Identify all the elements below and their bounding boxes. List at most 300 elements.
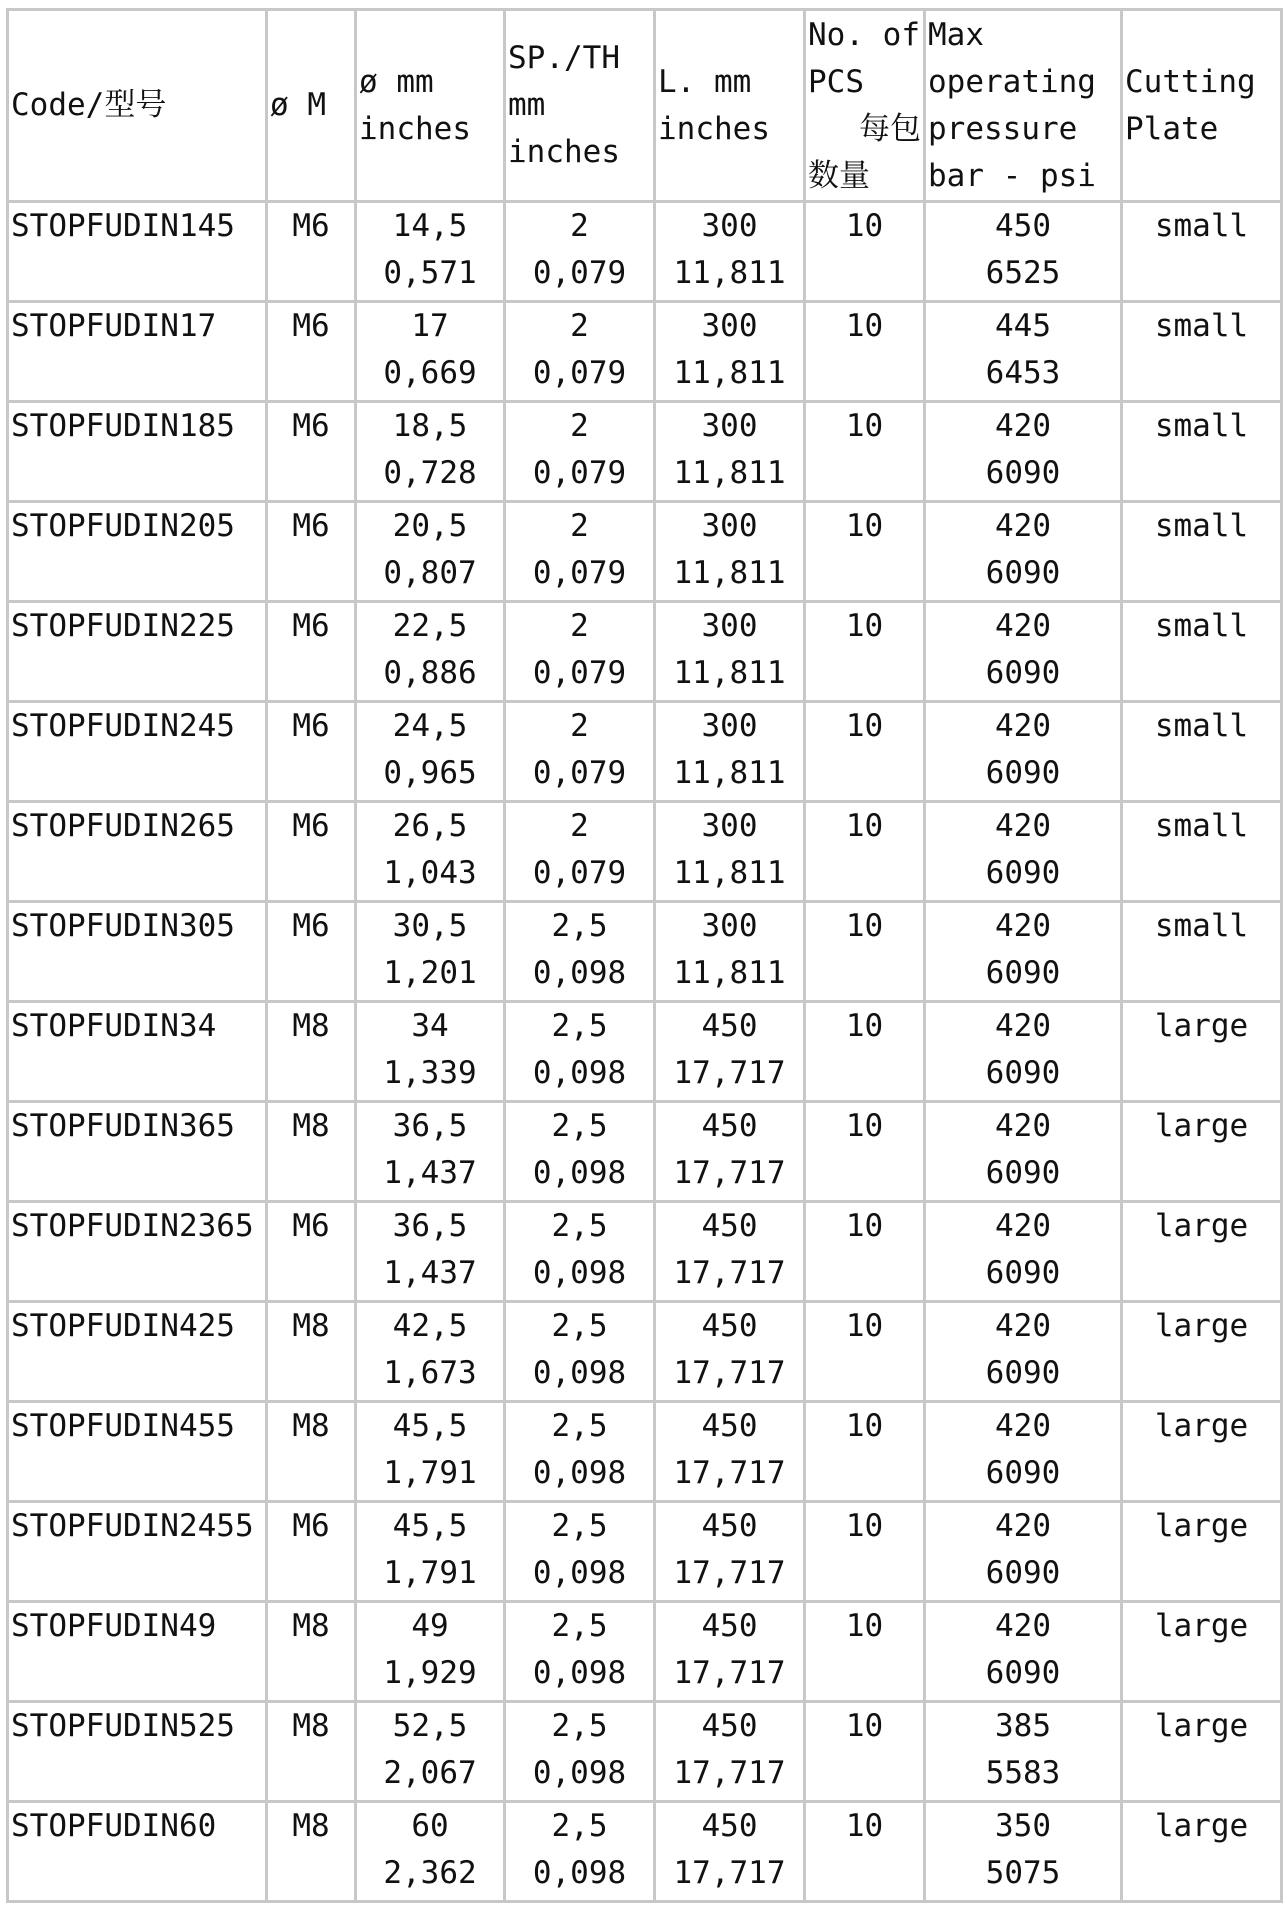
cell-pressure xyxy=(925,1302,1122,1402)
cell-length xyxy=(655,1102,805,1202)
cell-length-len-mm: 300 xyxy=(701,308,758,344)
cell-thickness-th-mm: 2 xyxy=(570,408,589,444)
table-row xyxy=(8,1802,1282,1902)
table-row xyxy=(8,1302,1282,1402)
cell-thickness xyxy=(505,302,655,402)
cell-code-code: STOPFUDIN2365 xyxy=(11,1208,254,1244)
cell-diameter-dia-in: 1,437 xyxy=(383,1155,477,1191)
cell-pcs-pcs: 10 xyxy=(845,1208,884,1244)
cell-diameter-dia-in: 0,571 xyxy=(383,255,477,291)
cell-thread xyxy=(267,1202,356,1302)
cell-code xyxy=(8,1502,267,1602)
cell-thickness xyxy=(505,1102,655,1202)
cell-plate xyxy=(1122,1702,1282,1802)
header-thread: ø M xyxy=(267,10,356,202)
cell-diameter-dia-mm: 45,5 xyxy=(392,1508,468,1544)
header-thickness-2: mm xyxy=(508,87,546,123)
cell-thickness xyxy=(505,502,655,602)
cell-thread-thread: M8 xyxy=(292,1808,330,1844)
cell-thickness-th-in: 0,098 xyxy=(532,1155,627,1191)
cell-thread xyxy=(267,502,356,602)
cell-pcs xyxy=(805,602,925,702)
cell-thread xyxy=(267,1802,356,1902)
cell-diameter-dia-in: 0,965 xyxy=(383,755,477,791)
cell-diameter xyxy=(356,902,505,1002)
cell-length xyxy=(655,1402,805,1502)
cell-thickness-th-in: 0,098 xyxy=(532,955,627,991)
cell-thickness xyxy=(505,1002,655,1102)
cell-pressure xyxy=(925,902,1122,1002)
cell-diameter-dia-in: 2,362 xyxy=(383,1855,477,1891)
cell-code-code: STOPFUDIN17 xyxy=(11,308,217,344)
cell-diameter-dia-in: 2,067 xyxy=(383,1755,477,1791)
cell-thickness-th-mm: 2 xyxy=(570,308,589,344)
cell-pcs xyxy=(805,302,925,402)
table-row xyxy=(8,1602,1282,1702)
cell-length-len-mm: 300 xyxy=(701,508,758,544)
cell-code xyxy=(8,802,267,902)
header-pcs-1: No. of xyxy=(808,16,920,53)
cell-plate-plate: large xyxy=(1154,1708,1249,1744)
cell-pcs xyxy=(805,1302,925,1402)
cell-pressure-bar: 420 xyxy=(995,608,1051,644)
cell-diameter-dia-in: 1,201 xyxy=(383,955,477,991)
cell-length xyxy=(655,302,805,402)
cell-length-len-mm: 450 xyxy=(701,1508,758,1544)
cell-code-code: STOPFUDIN49 xyxy=(11,1608,217,1644)
cell-thread-thread: M6 xyxy=(292,708,330,744)
cell-plate-plate: small xyxy=(1154,208,1249,244)
cell-thread xyxy=(267,1102,356,1202)
cell-thickness-th-in: 0,098 xyxy=(532,1755,627,1791)
cell-diameter-dia-mm: 60 xyxy=(411,1808,449,1844)
cell-thread xyxy=(267,1002,356,1102)
table-row xyxy=(8,1102,1282,1202)
cell-code xyxy=(8,1402,267,1502)
cell-thread-thread: M8 xyxy=(292,1008,330,1044)
cell-length-len-mm: 300 xyxy=(701,608,758,644)
cell-diameter-dia-mm: 45,5 xyxy=(392,1408,468,1444)
cell-pressure-bar: 420 xyxy=(995,808,1051,844)
cell-code xyxy=(8,1002,267,1102)
cell-pressure xyxy=(925,502,1122,602)
cell-pressure xyxy=(925,1802,1122,1902)
cell-pressure xyxy=(925,1502,1122,1602)
cell-pcs-pcs: 10 xyxy=(845,1808,884,1844)
cell-thread-thread: M6 xyxy=(292,408,330,444)
cell-thickness-th-mm: 2 xyxy=(570,508,589,544)
cell-diameter xyxy=(356,202,505,302)
cell-code-code: STOPFUDIN365 xyxy=(11,1108,235,1144)
cell-thickness xyxy=(505,702,655,802)
cell-thickness-th-mm: 2,5 xyxy=(551,1308,608,1344)
cell-thread xyxy=(267,902,356,1002)
cell-plate xyxy=(1122,202,1282,302)
cell-thickness-th-in: 0,098 xyxy=(532,1455,627,1491)
cell-diameter-dia-mm: 17 xyxy=(411,308,449,344)
cell-pressure xyxy=(925,1102,1122,1202)
cell-pcs-pcs: 10 xyxy=(845,708,884,744)
cell-pcs xyxy=(805,1102,925,1202)
spec-table xyxy=(6,8,1283,1903)
cell-pcs-pcs: 10 xyxy=(845,408,884,444)
cell-diameter-dia-in: 1,673 xyxy=(383,1355,477,1391)
cell-pcs xyxy=(805,1602,925,1702)
cell-pressure-psi: 6525 xyxy=(985,255,1061,291)
cell-diameter xyxy=(356,302,505,402)
table-row xyxy=(8,602,1282,702)
cell-diameter-dia-in: 1,791 xyxy=(383,1555,477,1591)
cell-code-code: STOPFUDIN245 xyxy=(11,708,235,744)
cell-thickness xyxy=(505,402,655,502)
cell-plate xyxy=(1122,1802,1282,1902)
cell-diameter-dia-in: 0,807 xyxy=(383,555,477,591)
cell-thread xyxy=(267,702,356,802)
cell-plate xyxy=(1122,302,1282,402)
table-row xyxy=(8,202,1282,302)
cell-length-len-mm: 450 xyxy=(701,1708,758,1744)
cell-code xyxy=(8,502,267,602)
cell-diameter xyxy=(356,602,505,702)
cell-length-len-mm: 450 xyxy=(701,1808,758,1844)
cell-thickness-th-in: 0,098 xyxy=(532,1655,627,1691)
header-row xyxy=(8,10,1282,202)
cell-pressure-psi: 6090 xyxy=(985,455,1061,491)
cell-code-code: STOPFUDIN2455 xyxy=(11,1508,254,1544)
cell-pressure-bar: 450 xyxy=(995,208,1051,244)
cell-pressure-psi: 6090 xyxy=(985,555,1061,591)
cell-pressure-psi: 6090 xyxy=(985,855,1061,891)
cell-length-len-in: 11,811 xyxy=(673,455,786,491)
cell-thickness xyxy=(505,802,655,902)
cell-pcs-pcs: 10 xyxy=(845,508,884,544)
cell-code xyxy=(8,902,267,1002)
cell-thickness-th-mm: 2 xyxy=(570,208,589,244)
cell-pressure-bar: 420 xyxy=(995,1608,1051,1644)
cell-length-len-mm: 300 xyxy=(701,408,758,444)
cell-diameter-dia-mm: 26,5 xyxy=(392,808,468,844)
cell-thread-thread: M6 xyxy=(292,1208,330,1244)
cell-pcs-pcs: 10 xyxy=(845,1508,884,1544)
table-row xyxy=(8,502,1282,602)
cell-code-code: STOPFUDIN305 xyxy=(11,908,235,944)
cell-code-code: STOPFUDIN145 xyxy=(11,208,235,244)
cell-code xyxy=(8,1302,267,1402)
table-row xyxy=(8,1402,1282,1502)
table-row xyxy=(8,802,1282,902)
cell-diameter-dia-in: 1,437 xyxy=(383,1255,477,1291)
cell-length-len-in: 11,811 xyxy=(673,255,786,291)
cell-code xyxy=(8,702,267,802)
cell-thickness-th-mm: 2,5 xyxy=(551,1208,608,1244)
cell-pcs-pcs: 10 xyxy=(845,808,884,844)
cell-pressure-psi: 5075 xyxy=(985,1855,1061,1891)
cell-pcs-pcs: 10 xyxy=(845,1408,884,1444)
cell-thickness-th-in: 0,098 xyxy=(532,1055,627,1091)
cell-plate xyxy=(1122,1202,1282,1302)
cell-thickness-th-in: 0,079 xyxy=(532,755,627,791)
cell-plate xyxy=(1122,702,1282,802)
cell-length xyxy=(655,1002,805,1102)
cell-plate-plate: large xyxy=(1154,1008,1249,1044)
cell-pressure-bar: 420 xyxy=(995,1108,1051,1144)
cell-pcs xyxy=(805,1002,925,1102)
cell-pressure-psi: 6090 xyxy=(985,1555,1061,1591)
cell-pressure-bar: 420 xyxy=(995,408,1051,444)
cell-pressure-bar: 420 xyxy=(995,708,1051,744)
header-pressure-4: bar - psi xyxy=(928,157,1096,194)
cell-thread-thread: M6 xyxy=(292,608,330,644)
table-row xyxy=(8,1002,1282,1102)
header-plate-2: Plate xyxy=(1125,110,1219,147)
cell-pressure-psi: 6090 xyxy=(985,1455,1061,1491)
cell-pcs-pcs: 10 xyxy=(845,1708,884,1744)
cell-code-code: STOPFUDIN205 xyxy=(11,508,235,544)
cell-code-code: STOPFUDIN425 xyxy=(11,1308,235,1344)
cell-thickness xyxy=(505,1502,655,1602)
cell-diameter-dia-in: 1,339 xyxy=(383,1055,477,1091)
cell-pressure xyxy=(925,402,1122,502)
cell-plate-plate: large xyxy=(1154,1108,1249,1144)
cell-length-len-in: 11,811 xyxy=(673,555,786,591)
cell-pcs xyxy=(805,1802,925,1902)
cell-diameter-dia-in: 1,791 xyxy=(383,1455,477,1491)
cell-pcs xyxy=(805,1502,925,1602)
cell-code xyxy=(8,602,267,702)
cell-length-len-mm: 450 xyxy=(701,1208,758,1244)
header-pressure xyxy=(925,10,1122,202)
cell-thread-thread: M8 xyxy=(292,1108,330,1144)
cell-pcs xyxy=(805,502,925,602)
cell-code-code: STOPFUDIN455 xyxy=(11,1408,235,1444)
cell-diameter xyxy=(356,1102,505,1202)
cell-plate-plate: large xyxy=(1154,1408,1249,1444)
cell-pcs-pcs: 10 xyxy=(845,908,884,944)
cell-diameter-dia-mm: 36,5 xyxy=(392,1108,468,1144)
cell-pcs xyxy=(805,802,925,902)
cell-diameter xyxy=(356,1202,505,1302)
cell-thread xyxy=(267,1502,356,1602)
cell-thread xyxy=(267,1602,356,1702)
cell-diameter-dia-mm: 34 xyxy=(411,1008,449,1044)
cell-pressure xyxy=(925,1702,1122,1802)
cell-pressure-bar: 420 xyxy=(995,508,1051,544)
cell-pcs xyxy=(805,702,925,802)
cell-diameter-dia-in: 0,886 xyxy=(383,655,477,691)
cell-thread xyxy=(267,402,356,502)
cell-pressure xyxy=(925,1602,1122,1702)
table-row xyxy=(8,302,1282,402)
cell-length-len-in: 11,811 xyxy=(673,655,786,691)
cell-code xyxy=(8,1102,267,1202)
cell-length xyxy=(655,502,805,602)
header-plate xyxy=(1122,10,1282,202)
cell-thickness xyxy=(505,602,655,702)
cell-thread-thread: M6 xyxy=(292,208,330,244)
cell-plate-plate: small xyxy=(1154,808,1249,844)
header-plate-1: Cutting xyxy=(1125,63,1256,100)
cell-pcs-pcs: 10 xyxy=(845,1008,884,1044)
cell-pcs xyxy=(805,402,925,502)
cell-diameter xyxy=(356,1802,505,1902)
cell-length-len-in: 17,717 xyxy=(673,1455,786,1491)
cell-thickness-th-mm: 2 xyxy=(570,608,589,644)
cell-length-len-mm: 300 xyxy=(701,708,758,744)
cell-pcs xyxy=(805,902,925,1002)
cell-length-len-mm: 450 xyxy=(701,1008,758,1044)
cell-length xyxy=(655,802,805,902)
cell-thread xyxy=(267,802,356,902)
header-pcs xyxy=(805,10,925,202)
cell-thread-thread: M6 xyxy=(292,908,330,944)
cell-diameter-dia-in: 0,669 xyxy=(383,355,477,391)
cell-pressure-bar: 420 xyxy=(995,1508,1051,1544)
cell-pressure-psi: 6090 xyxy=(985,955,1061,991)
cell-thickness xyxy=(505,1602,655,1702)
cell-pressure-bar: 420 xyxy=(995,908,1051,944)
cell-pressure xyxy=(925,702,1122,802)
cell-thickness-th-mm: 2,5 xyxy=(551,1108,608,1144)
cell-thread-thread: M6 xyxy=(292,308,330,344)
cell-code xyxy=(8,1602,267,1702)
cell-thread-thread: M8 xyxy=(292,1408,330,1444)
cell-length-len-in: 17,717 xyxy=(673,1555,786,1591)
cell-length xyxy=(655,1802,805,1902)
cell-diameter-dia-mm: 14,5 xyxy=(392,208,468,244)
cell-pcs-pcs: 10 xyxy=(845,308,884,344)
cell-thickness-th-mm: 2,5 xyxy=(551,1808,608,1844)
cell-thread xyxy=(267,1702,356,1802)
cell-length xyxy=(655,1702,805,1802)
cell-thickness-th-in: 0,079 xyxy=(532,355,627,391)
cell-diameter-dia-in: 1,043 xyxy=(383,855,477,891)
cell-diameter-dia-in: 1,929 xyxy=(383,1655,477,1691)
cell-plate-plate: large xyxy=(1154,1208,1249,1244)
cell-thickness-th-mm: 2,5 xyxy=(551,908,608,944)
cell-plate xyxy=(1122,602,1282,702)
cell-plate xyxy=(1122,1502,1282,1602)
cell-pressure xyxy=(925,602,1122,702)
header-diameter-mm: ø mm xyxy=(359,63,434,100)
cell-pressure-psi: 6090 xyxy=(985,655,1061,691)
cell-length xyxy=(655,602,805,702)
cell-pcs-pcs: 10 xyxy=(845,1608,884,1644)
cell-plate xyxy=(1122,1102,1282,1202)
cell-diameter-dia-mm: 36,5 xyxy=(392,1208,468,1244)
cell-pressure xyxy=(925,302,1122,402)
cell-thickness-th-mm: 2,5 xyxy=(551,1608,608,1644)
cell-code xyxy=(8,1702,267,1802)
cell-plate xyxy=(1122,1002,1282,1102)
cell-pressure xyxy=(925,202,1122,302)
cell-code xyxy=(8,1802,267,1902)
cell-plate-plate: small xyxy=(1154,508,1249,544)
header-length-mm: L. mm xyxy=(658,63,752,100)
cell-plate-plate: small xyxy=(1154,608,1249,644)
cell-thread-thread: M6 xyxy=(292,508,330,544)
table-row xyxy=(8,1202,1282,1302)
cell-thread xyxy=(267,602,356,702)
cell-pressure-psi: 6090 xyxy=(985,1255,1061,1291)
cell-length-len-mm: 300 xyxy=(701,208,758,244)
cell-length-len-mm: 450 xyxy=(701,1308,758,1344)
cell-length-len-mm: 450 xyxy=(701,1108,758,1144)
cell-pressure-bar: 420 xyxy=(995,1308,1051,1344)
cell-diameter xyxy=(356,502,505,602)
cell-plate xyxy=(1122,402,1282,502)
cell-thickness-th-in: 0,079 xyxy=(532,455,627,491)
cell-thread xyxy=(267,202,356,302)
cell-diameter-dia-mm: 42,5 xyxy=(392,1308,468,1344)
cell-length-len-in: 11,811 xyxy=(673,955,786,991)
cell-thread xyxy=(267,302,356,402)
header-pcs-4: 数量 xyxy=(808,157,870,194)
table-row xyxy=(8,1702,1282,1802)
cell-thickness xyxy=(505,902,655,1002)
cell-pressure xyxy=(925,802,1122,902)
cell-pressure-psi: 6090 xyxy=(985,1055,1061,1091)
cell-diameter-dia-mm: 22,5 xyxy=(392,608,468,644)
cell-diameter-dia-mm: 18,5 xyxy=(392,408,468,444)
cell-diameter xyxy=(356,1702,505,1802)
cell-code xyxy=(8,1202,267,1302)
cell-thickness xyxy=(505,1702,655,1802)
cell-length xyxy=(655,902,805,1002)
header-thickness xyxy=(505,10,655,202)
cell-length-len-mm: 450 xyxy=(701,1408,758,1444)
cell-pcs xyxy=(805,1702,925,1802)
cell-thickness xyxy=(505,1302,655,1402)
header-pressure-2: operating xyxy=(928,63,1096,100)
header-length xyxy=(655,10,805,202)
cell-code xyxy=(8,402,267,502)
header-pcs-3: 每包 xyxy=(859,110,921,147)
cell-diameter-dia-mm: 49 xyxy=(411,1608,449,1644)
cell-length-len-in: 17,717 xyxy=(673,1855,786,1891)
cell-thread-thread: M6 xyxy=(292,808,330,844)
cell-plate-plate: small xyxy=(1154,908,1249,944)
cell-diameter-dia-in: 0,728 xyxy=(383,455,477,491)
cell-thickness xyxy=(505,1202,655,1302)
cell-pressure-bar: 445 xyxy=(995,308,1051,344)
cell-pressure-psi: 6090 xyxy=(985,1655,1061,1691)
cell-thickness-th-in: 0,079 xyxy=(532,855,627,891)
header-thickness-3: inches xyxy=(508,134,620,170)
cell-plate xyxy=(1122,902,1282,1002)
cell-thickness-th-mm: 2 xyxy=(570,708,589,744)
cell-code-code: STOPFUDIN265 xyxy=(11,808,235,844)
cell-plate-plate: small xyxy=(1154,408,1249,444)
cell-plate xyxy=(1122,1402,1282,1502)
cell-diameter xyxy=(356,802,505,902)
cell-pcs-pcs: 10 xyxy=(845,208,884,244)
cell-length xyxy=(655,1202,805,1302)
cell-thickness xyxy=(505,1402,655,1502)
cell-pressure xyxy=(925,1002,1122,1102)
cell-plate xyxy=(1122,502,1282,602)
cell-pressure-bar: 420 xyxy=(995,1008,1051,1044)
cell-thickness-th-mm: 2,5 xyxy=(551,1008,608,1044)
header-pressure-3: pressure xyxy=(928,110,1078,147)
header-pcs-2: PCS xyxy=(808,63,864,100)
cell-length-len-in: 17,717 xyxy=(673,1155,786,1191)
cell-thickness-th-in: 0,098 xyxy=(532,1355,627,1391)
cell-diameter xyxy=(356,1302,505,1402)
cell-plate xyxy=(1122,1602,1282,1702)
cell-thread-thread: M8 xyxy=(292,1308,330,1344)
cell-diameter xyxy=(356,1402,505,1502)
cell-pressure-psi: 5583 xyxy=(985,1755,1061,1791)
